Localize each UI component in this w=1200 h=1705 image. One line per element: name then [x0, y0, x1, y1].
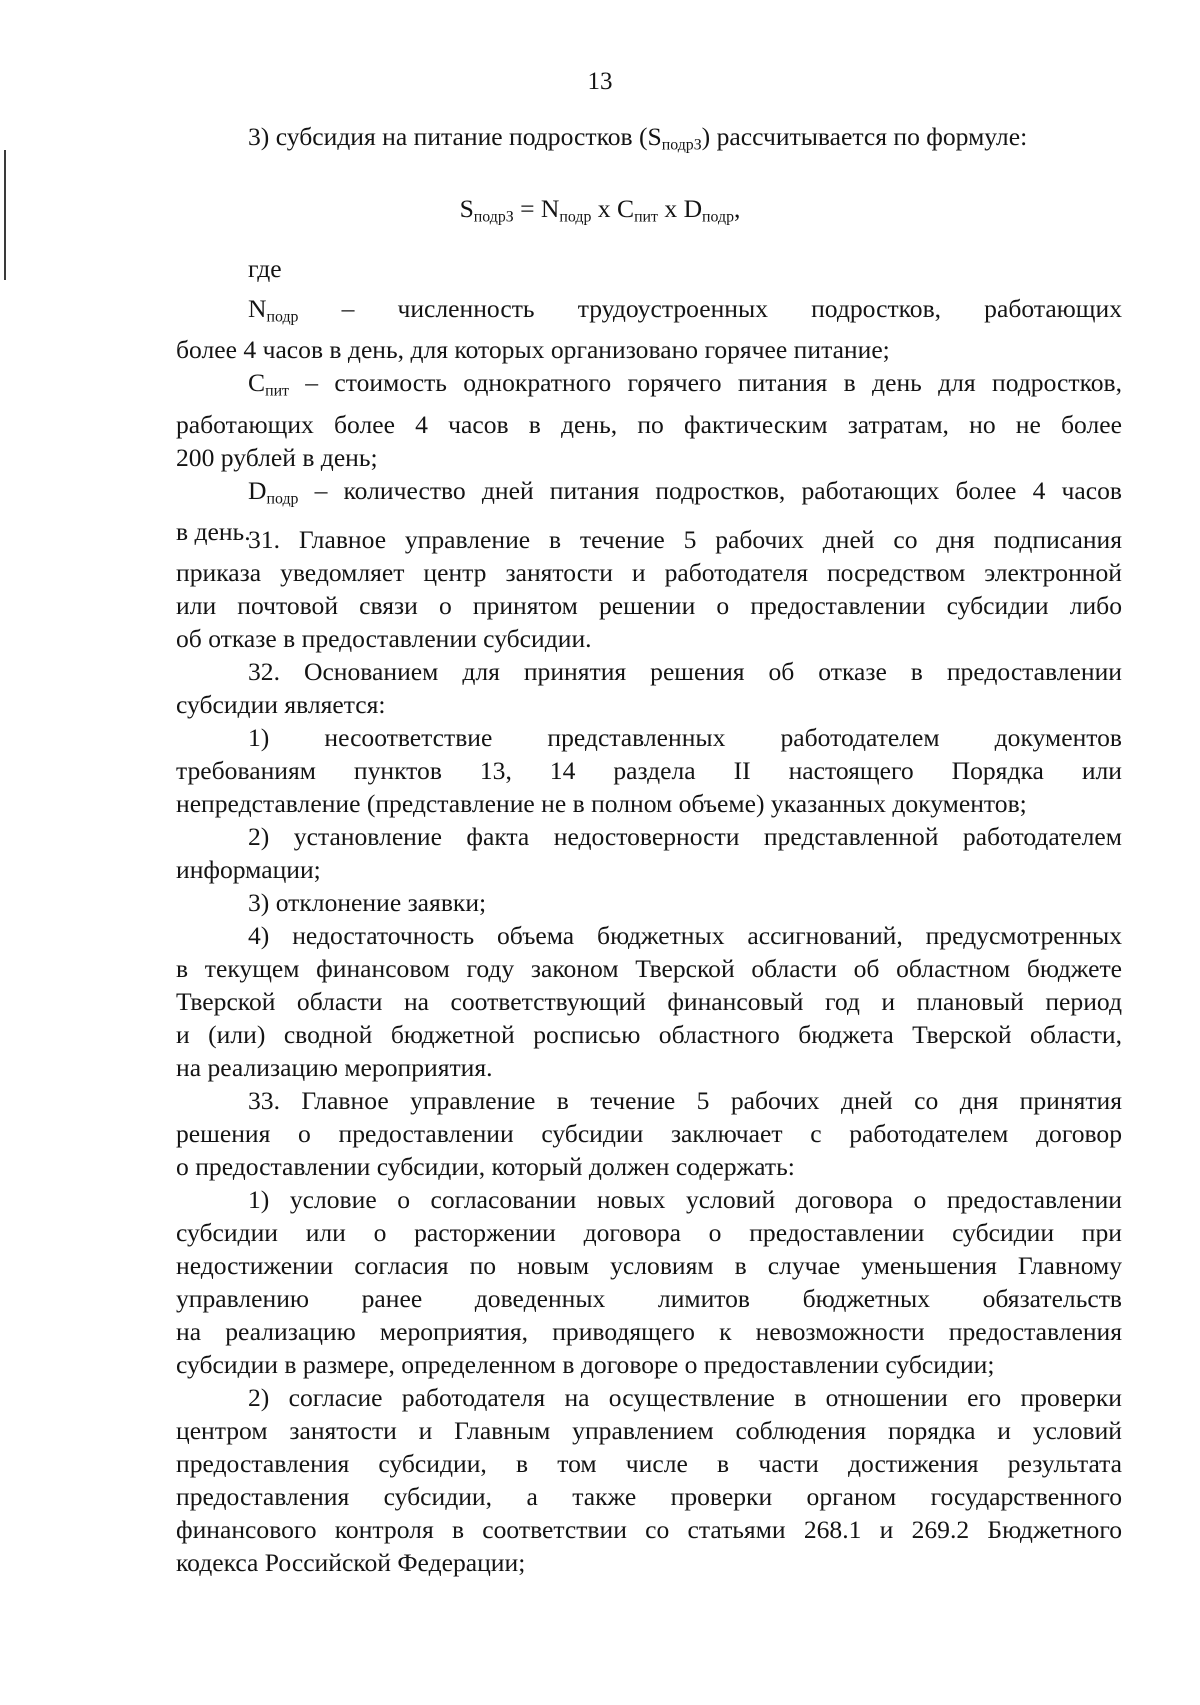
p32-line: 32. Основанием для принятия решения об отказе в предоставлении — [248, 657, 1122, 686]
p32-4-line: Тверской области на соответствующий финансовый год и плановый период — [176, 987, 1122, 1016]
formula-c-sub: пит — [634, 208, 658, 226]
def-c-line-1: $C_{пит}$ – стоимость однократного горячего питания в день для подростков, — [248, 368, 1122, 400]
p33-line: решения о предоставлении субсидии заключает с работодателем договор — [176, 1119, 1122, 1148]
p32-2-line: 2) установление факта недостоверности представленной работодателем — [248, 822, 1122, 851]
p32-1-line: требованиям пунктов 13, 14 раздела II настоящего Порядка или — [176, 756, 1122, 785]
p33-1-line: на реализацию мероприятия, приводящего к невозможности предоставления — [176, 1317, 1122, 1346]
p33-1-line: недостижении согласия по новым условиям в случае уменьшения Главному — [176, 1251, 1122, 1280]
p32-2-line: информации; — [176, 855, 321, 884]
formula-s-sub: подрЗ — [473, 208, 514, 226]
paragraph-32 — [176, 655, 1122, 1084]
p31-line: 31. Главное управление в течение 5 рабочих дней со дня подписания — [248, 525, 1122, 554]
p33-2-line: предоставления субсидии, в том числе в части достижения результата — [176, 1449, 1122, 1478]
formula-end: , — [734, 194, 741, 223]
formula-x2: x D — [657, 194, 703, 223]
p31-line: об отказе в предоставлении субсидии. — [176, 624, 592, 653]
p33-1-line: управлению ранее доведенных лимитов бюджетных обязательств — [176, 1284, 1122, 1313]
def-n-line-1: $N_{подр}$ – численность трудоустроенных подростков, работающих — [248, 294, 1122, 326]
where-label: где — [248, 254, 282, 283]
formula-x1: x C — [591, 194, 635, 223]
item-3-text-after: ) рассчитывается по формуле: — [701, 122, 1028, 151]
paragraph-33 — [176, 1084, 1122, 1579]
p32-4-line: и (или) сводной бюджетной росписью областного бюджета Тверской области, — [176, 1020, 1122, 1049]
p33-2-line: 2) согласие работодателя на осуществление в отношении его проверки — [248, 1383, 1122, 1412]
def-d-line-1: $D_{подр}$ – количество дней питания подростков, работающих более 4 часов — [248, 475, 1122, 508]
formula — [0, 194, 1200, 226]
formula-d-sub: подр — [702, 208, 735, 226]
p31-line: приказа уведомляет центр занятости и работодателя посредством электронной — [176, 558, 1122, 587]
item-3-subscript: подрЗ — [661, 136, 702, 154]
p33-1-line: 1) условие о согласовании новых условий договора о предоставлении — [248, 1185, 1122, 1214]
paragraph-31 — [176, 523, 1122, 655]
def-c-line-3: 200 рублей в день; — [176, 442, 378, 472]
p32-1-line: 1) несоответствие представленных работодателем документов — [248, 723, 1122, 752]
formula-eq: = N — [513, 194, 560, 223]
p32-line: субсидии является: — [176, 690, 386, 719]
p32-3-line: 3) отклонение заявки; — [248, 888, 487, 917]
p31-line: или почтовой связи о принятом решении о предоставлении субсидии либо — [176, 591, 1122, 620]
def-c-line-2: работающих более 4 часов в день, по фактическим затратам, но не более — [176, 409, 1122, 439]
item-3-text-before: 3) субсидия на питание подростков (S — [248, 122, 662, 151]
p32-4-line: на реализацию мероприятия. — [176, 1053, 493, 1082]
page-number: 13 — [587, 68, 613, 95]
p33-2-line: центром занятости и Главным управлением соблюдения порядка и условий — [176, 1416, 1122, 1445]
p33-1-line: субсидии или о расторжении договора о предоставлении субсидии при — [176, 1218, 1122, 1247]
formula-n-sub: подр — [559, 208, 592, 226]
p33-1-line: субсидии в размере, определенном в договоре о предоставлении субсидии; — [176, 1350, 995, 1379]
p33-line: 33. Главное управление в течение 5 рабочих дней со дня принятия — [248, 1086, 1122, 1115]
p33-2-line: финансового контроля в соответствии со статьями 268.1 и 269.2 Бюджетного — [176, 1515, 1122, 1544]
p33-line: о предоставлении субсидии, который должен содержать: — [176, 1152, 795, 1181]
p32-4-line: 4) недостаточность объема бюджетных ассигнований, предусмотренных — [248, 921, 1122, 950]
def-n-line-2: более 4 часов в день, для которых организовано горячее питание; — [176, 335, 890, 365]
p32-4-line: в текущем финансовом году законом Тверской области об областном бюджете — [176, 954, 1122, 983]
def-d-line-2: в день. — [176, 517, 251, 547]
p33-2-line: кодекса Российской Федерации; — [176, 1548, 526, 1577]
p33-2-line: предоставления субсидии, а также проверки органом государственного — [176, 1482, 1122, 1511]
item-3-heading — [248, 122, 1027, 154]
definitions-block — [176, 292, 1122, 548]
formula-s: S — [459, 194, 474, 223]
p32-1-line: непредставление (представление не в полном объеме) указанных документов; — [176, 789, 1027, 818]
